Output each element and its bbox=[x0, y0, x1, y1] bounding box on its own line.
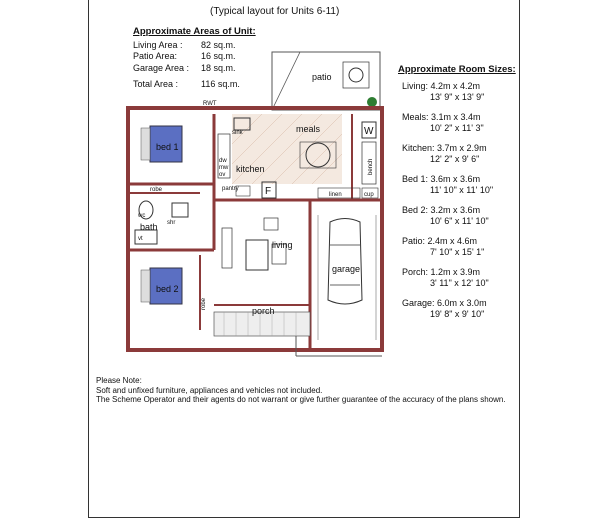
disclaimer-note bbox=[96, 376, 516, 405]
note-heading: Please Note: bbox=[96, 376, 142, 385]
room-name: Garage bbox=[402, 298, 433, 308]
note-line: The Scheme Operator and their agents do not warrant or give further guarantee of the accuracy of the plans shown. bbox=[96, 395, 506, 404]
ov-label: ov bbox=[219, 172, 226, 178]
area-value: 116 sq.m. bbox=[201, 79, 240, 89]
vt-label: vt bbox=[138, 236, 143, 242]
room-size-metric: Patio: 2.4m x 4.6m bbox=[402, 236, 478, 246]
room-imperial: 10' 6" x 11' 10" bbox=[430, 216, 489, 226]
living-label: living bbox=[272, 240, 293, 250]
areas-heading: Approximate Areas of Unit: bbox=[133, 26, 256, 37]
room-size-metric: Kitchen: 3.7m x 2.9m bbox=[402, 143, 487, 153]
room-imperial: 12' 2" x 9' 6" bbox=[430, 154, 480, 164]
linen-label: linen bbox=[329, 192, 342, 198]
patio-table-icon bbox=[349, 68, 363, 82]
kitchen-label: kitchen bbox=[236, 164, 265, 174]
room-metric: 3.2m x 3.6m bbox=[430, 205, 481, 215]
patio-chairs-icon bbox=[343, 62, 369, 88]
bed2-label: bed 2 bbox=[156, 284, 179, 294]
note-line: Soft and unfixed furniture, appliances and vehicles not included. bbox=[96, 385, 323, 395]
pantry-label: pantry bbox=[222, 186, 239, 192]
rwt-label: RWT bbox=[203, 101, 217, 107]
porch-label: porch bbox=[252, 306, 275, 316]
room-imperial: 3' 11" x 12' 10" bbox=[430, 278, 489, 288]
room-size-metric: Meals: 3.1m x 3.4m bbox=[402, 112, 481, 122]
room-metric: 4.2m x 4.2m bbox=[430, 81, 481, 91]
room-name: Bed 1 bbox=[402, 174, 426, 184]
room-size-metric: Bed 2: 3.2m x 3.6m bbox=[402, 205, 481, 215]
bench-label: bench bbox=[368, 158, 374, 175]
room-name: Living bbox=[402, 81, 426, 91]
bed1-label: bed 1 bbox=[156, 142, 179, 152]
sofa-icon bbox=[246, 240, 268, 270]
robe2-label: robe bbox=[201, 297, 207, 310]
area-value: 82 sq.m. bbox=[201, 39, 236, 50]
area-label: Patio Area: bbox=[133, 51, 178, 61]
room-metric: 3.7m x 2.9m bbox=[437, 143, 487, 153]
area-label: Garage Area : bbox=[133, 62, 190, 73]
room-name: Bed 2 bbox=[402, 205, 426, 215]
mw-label: mw bbox=[219, 165, 229, 171]
room-size-metric: Porch: 1.2m x 3.9m bbox=[402, 267, 481, 277]
robe1-label: robe bbox=[150, 187, 163, 193]
room-imperial: 19' 8" x 9' 10" bbox=[430, 309, 485, 319]
sink-label: sink bbox=[232, 130, 243, 136]
area-label: Total Area : bbox=[133, 79, 179, 89]
room-metric: 3.1m x 3.4m bbox=[431, 112, 481, 122]
patio-diagonal bbox=[272, 52, 300, 110]
plant-icon bbox=[367, 97, 377, 107]
room-imperial: 10' 2" x 11' 3" bbox=[430, 123, 484, 133]
patio-label: patio bbox=[312, 72, 332, 82]
fridge-label: F bbox=[265, 186, 272, 197]
room-metric: 1.2m x 3.9m bbox=[430, 267, 481, 277]
room-name: Porch bbox=[402, 267, 426, 277]
car-icon bbox=[328, 219, 362, 305]
room-metric: 2.4m x 4.6m bbox=[427, 236, 478, 246]
room-name: Kitchen bbox=[402, 143, 433, 153]
room-name: Patio bbox=[402, 236, 423, 246]
dw-label: dw bbox=[219, 158, 227, 164]
room-imperial: 11' 10" x 11' 10" bbox=[430, 185, 494, 195]
room-imperial: 7' 10" x 15' 1" bbox=[430, 247, 485, 257]
meals-label: meals bbox=[296, 124, 321, 134]
room-metric: 3.6m x 3.6m bbox=[430, 174, 481, 184]
room-sizes-heading: Approximate Room Sizes: bbox=[398, 64, 516, 75]
area-label: Living Area : bbox=[133, 39, 183, 50]
area-value: 18 sq.m. bbox=[201, 62, 236, 73]
room-size-metric: Living: 4.2m x 4.2m bbox=[402, 81, 481, 91]
layout-subtitle: (Typical layout for Units 6-11) bbox=[210, 6, 340, 17]
shr-label: shr bbox=[167, 220, 176, 226]
wc-label: wc bbox=[138, 213, 146, 219]
room-metric: 6.0m x 3.0m bbox=[437, 298, 487, 308]
room-imperial: 13' 9" x 13' 9" bbox=[430, 92, 485, 102]
washer-label: W bbox=[364, 126, 374, 137]
area-value: 16 sq.m. bbox=[201, 51, 236, 61]
cup-label: cup bbox=[364, 192, 374, 198]
room-name: Meals bbox=[402, 112, 427, 122]
bath-label: bath bbox=[140, 222, 158, 232]
room-size-metric: Bed 1: 3.6m x 3.6m bbox=[402, 174, 481, 184]
garage-label: garage bbox=[332, 264, 361, 274]
room-size-metric: Garage: 6.0m x 3.0m bbox=[402, 298, 487, 308]
